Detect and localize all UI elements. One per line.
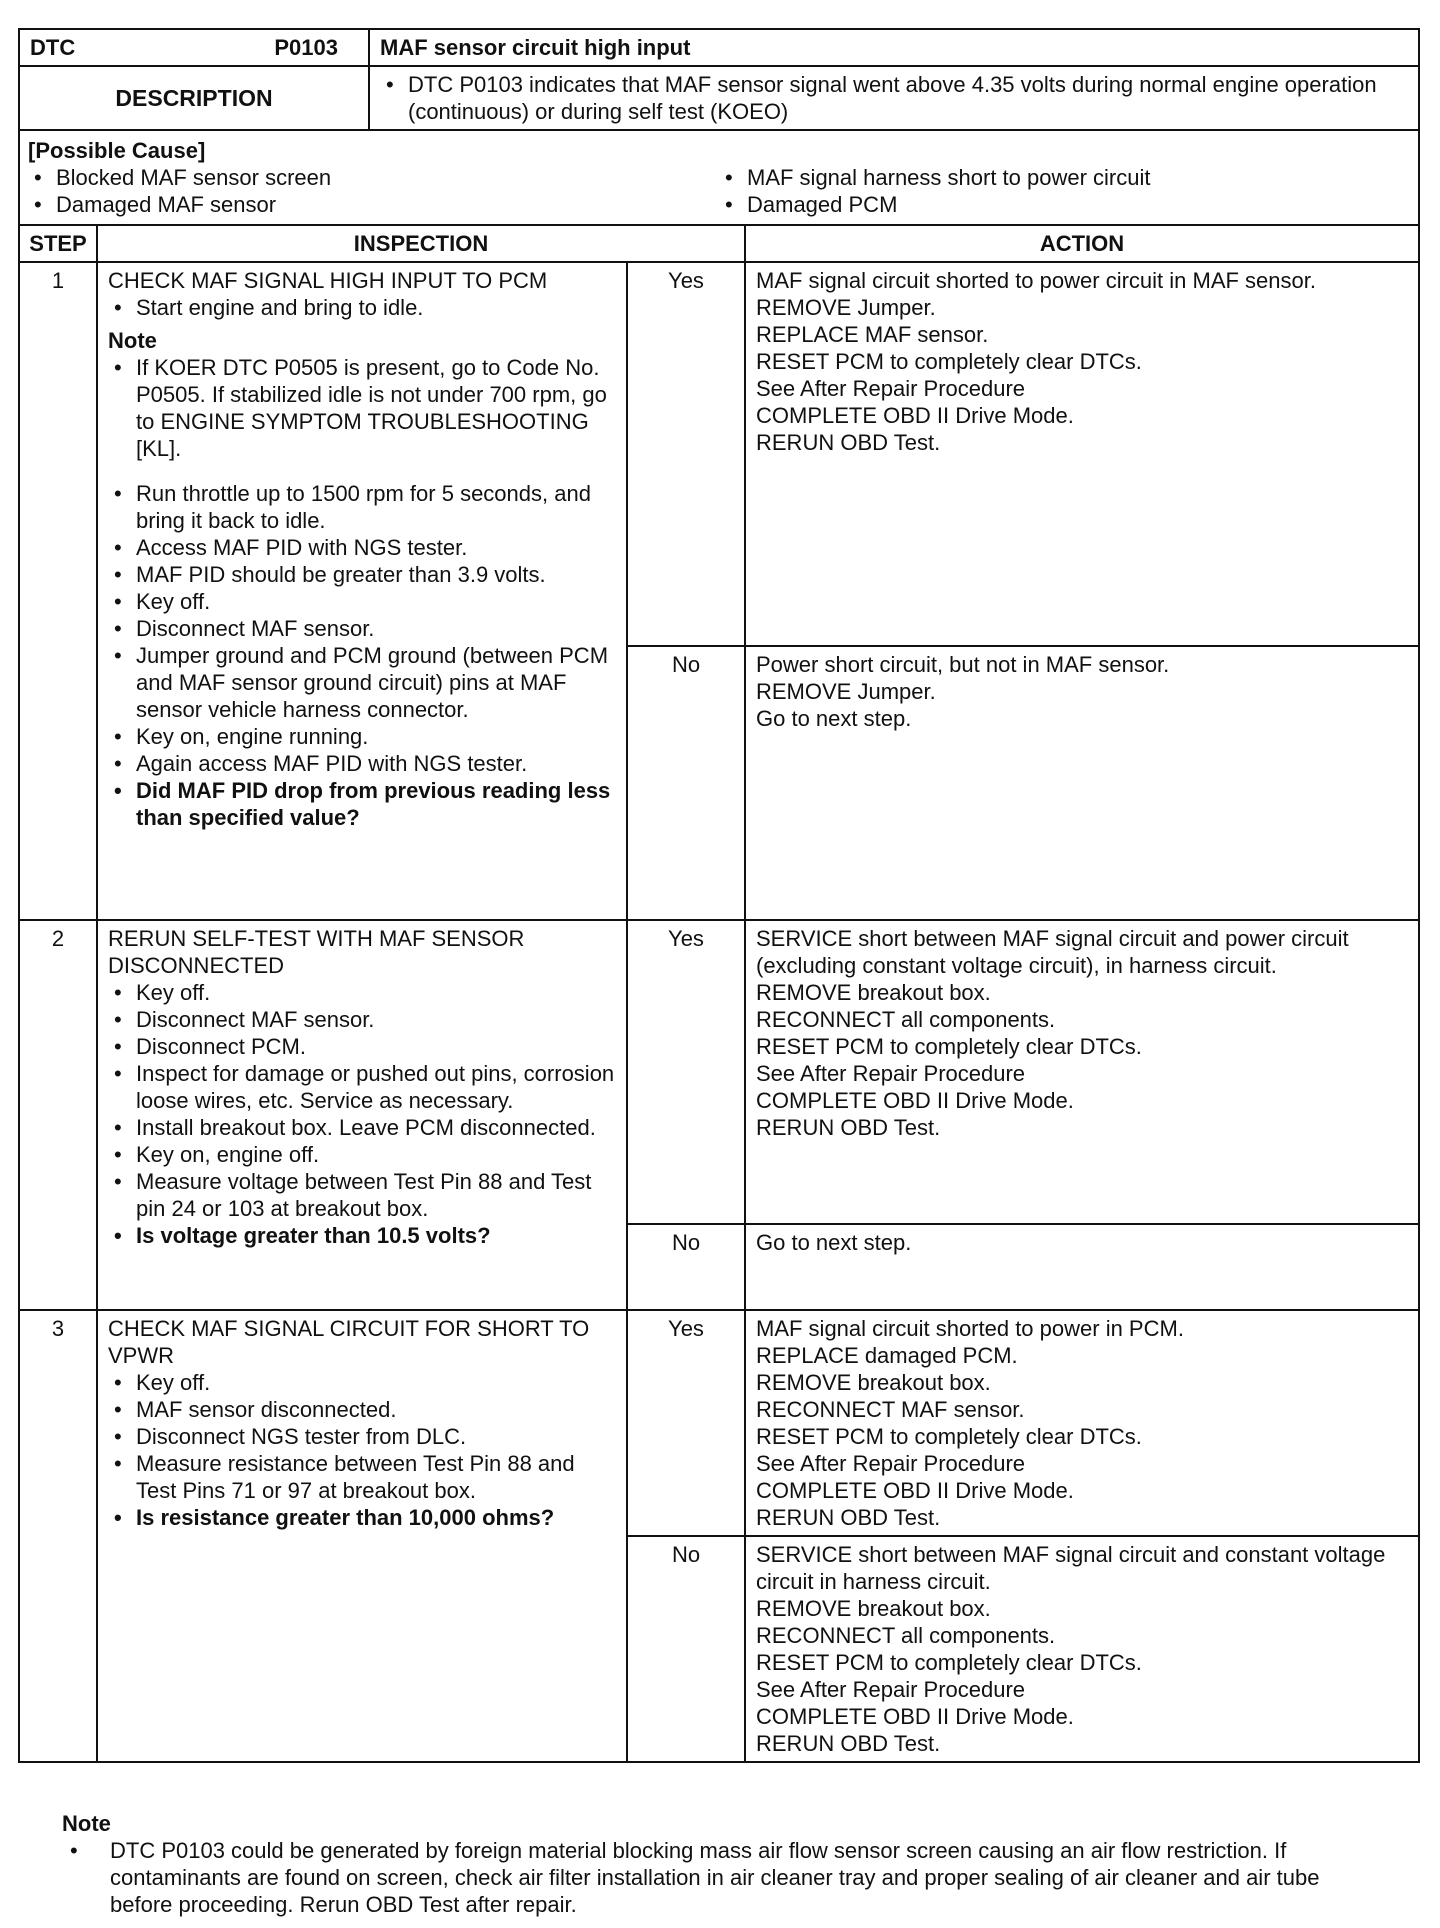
- action-line: MAF signal circuit shorted to power in PCM.: [756, 1316, 1184, 1341]
- inspection-item: • Measure voltage between Test Pin 88 and Test pin 24 or 103 at breakout box.: [108, 1168, 616, 1222]
- action-line: RERUN OBD Test.: [756, 1115, 941, 1140]
- action-line: See After Repair Procedure: [756, 1061, 1026, 1086]
- inspection-item: • Disconnect MAF sensor.: [108, 615, 616, 642]
- step-number: 1: [19, 262, 97, 920]
- yes-label: Yes: [627, 920, 745, 1224]
- action-line: Power short circuit, but not in MAF sensor.: [756, 652, 1170, 677]
- action-line: See After Repair Procedure: [756, 376, 1026, 401]
- inspection-item: • Measure resistance between Test Pin 88 and Test Pins 71 or 97 at breakout box.: [108, 1450, 616, 1504]
- action-line: RECONNECT all components.: [756, 1623, 1056, 1648]
- inspection-item: • Install breakout box. Leave PCM disconnected.: [108, 1114, 616, 1141]
- cause-item: • Damaged MAF sensor: [28, 191, 719, 218]
- action-line: REPLACE MAF sensor.: [756, 322, 989, 347]
- step-title: RERUN SELF-TEST WITH MAF SENSOR DISCONNECTED: [108, 926, 525, 978]
- step-number: 2: [19, 920, 97, 1310]
- action-line: SERVICE short between MAF signal circuit and constant voltage circuit in harness circuit.: [756, 1542, 1386, 1594]
- step-title: CHECK MAF SIGNAL CIRCUIT FOR SHORT TO VPWR: [108, 1316, 590, 1368]
- possible-cause-title: [Possible Cause]: [28, 138, 206, 163]
- inspection-item: • Start engine and bring to idle.: [108, 294, 616, 321]
- dtc-document: [18, 28, 1420, 1763]
- no-action: [745, 1536, 1419, 1762]
- step-inspection: [97, 1310, 627, 1762]
- action-line: COMPLETE OBD II Drive Mode.: [756, 1478, 1074, 1503]
- inspection-item: • Key on, engine running.: [108, 723, 616, 750]
- inspection-item: • Key off.: [108, 979, 616, 1006]
- step-title: CHECK MAF SIGNAL HIGH INPUT TO PCM: [108, 268, 548, 293]
- action-line: RECONNECT all components.: [756, 1007, 1056, 1032]
- inspection-question: • Is voltage greater than 10.5 volts?: [108, 1222, 616, 1249]
- action-line: See After Repair Procedure: [756, 1451, 1026, 1476]
- inspection-item: • Run throttle up to 1500 rpm for 5 seconds, and bring it back to idle.: [108, 480, 616, 534]
- inspection-question: • Is resistance greater than 10,000 ohms?: [108, 1504, 616, 1531]
- action-line: COMPLETE OBD II Drive Mode.: [756, 1088, 1074, 1113]
- action-line: See After Repair Procedure: [756, 1677, 1026, 1702]
- inspection-table: [18, 129, 1420, 1763]
- action-line: REMOVE breakout box.: [756, 1370, 991, 1395]
- inspection-item: • Key off.: [108, 588, 616, 615]
- action-line: REMOVE breakout box.: [756, 1596, 991, 1621]
- description-label: DESCRIPTION: [19, 66, 369, 130]
- action-line: Go to next step.: [756, 706, 912, 731]
- inspection-item: • Disconnect NGS tester from DLC.: [108, 1423, 616, 1450]
- yes-label: Yes: [627, 262, 745, 646]
- no-action: [745, 1224, 1419, 1310]
- footer-note-text: • DTC P0103 could be generated by foreign material blocking mass air flow sensor screen causing an air flow restriction. If contaminants are found on screen, check air filter installation in air cleaner tray and proper sealing of air cleaner and air tube before proceeding. Rerun OBD Test after repair.: [62, 1837, 1382, 1918]
- yes-action: [745, 920, 1419, 1224]
- inspection-question: • Did MAF PID drop from previous reading less than specified value?: [108, 777, 616, 831]
- action-line: REPLACE damaged PCM.: [756, 1343, 1018, 1368]
- dtc-title: MAF sensor circuit high input: [369, 29, 1419, 66]
- dtc-code: P0103: [274, 35, 338, 60]
- inspection-item: • Again access MAF PID with NGS tester.: [108, 750, 616, 777]
- note-item: • If KOER DTC P0505 is present, go to Code No. P0505. If stabilized idle is not under 700 rpm, go to ENGINE SYMPTOM TROUBLESHOOTING [KL].: [108, 354, 616, 462]
- action-line: RESET PCM to completely clear DTCs.: [756, 349, 1142, 374]
- action-line: RECONNECT MAF sensor.: [756, 1397, 1025, 1422]
- footer-note: [62, 1810, 1382, 1918]
- inspection-item: • Inspect for damage or pushed out pins, corrosion loose wires, etc. Service as necessary.: [108, 1060, 616, 1114]
- inspection-item: • MAF PID should be greater than 3.9 volts.: [108, 561, 616, 588]
- action-line: RESET PCM to completely clear DTCs.: [756, 1034, 1142, 1059]
- inspection-column-header: INSPECTION: [97, 225, 745, 262]
- dtc-label: DTC: [30, 35, 76, 60]
- action-line: RERUN OBD Test.: [756, 1731, 941, 1756]
- yes-label: Yes: [627, 1310, 745, 1536]
- yes-action: [745, 1310, 1419, 1536]
- action-line: RESET PCM to completely clear DTCs.: [756, 1650, 1142, 1675]
- inspection-item: • MAF sensor disconnected.: [108, 1396, 616, 1423]
- inspection-item: • Access MAF PID with NGS tester.: [108, 534, 616, 561]
- cause-item: • MAF signal harness short to power circuit: [719, 164, 1410, 191]
- inspection-item: • Jumper ground and PCM ground (between PCM and MAF sensor ground circuit) pins at MAF sensor vehicle harness connector.: [108, 642, 616, 723]
- inspection-item: • Disconnect PCM.: [108, 1033, 616, 1060]
- footer-note-title: Note: [62, 1811, 111, 1836]
- cause-item: • Damaged PCM: [719, 191, 1410, 218]
- action-line: MAF signal circuit shorted to power circuit in MAF sensor.: [756, 268, 1316, 293]
- action-line: RERUN OBD Test.: [756, 1505, 941, 1530]
- action-line: Go to next step.: [756, 1230, 912, 1255]
- possible-cause-cell: [19, 130, 1419, 225]
- no-label: No: [627, 646, 745, 920]
- no-label: No: [627, 1536, 745, 1762]
- inspection-item: • Key off.: [108, 1369, 616, 1396]
- action-line: COMPLETE OBD II Drive Mode.: [756, 1704, 1074, 1729]
- action-line: RERUN OBD Test.: [756, 430, 941, 455]
- no-action: [745, 646, 1419, 920]
- step-inspection: [97, 262, 627, 920]
- step-column-header: STEP: [19, 225, 97, 262]
- description-text: • DTC P0103 indicates that MAF sensor signal went above 4.35 volts during normal engine operation (continuous) or during self test (KOEO): [380, 71, 1408, 125]
- description-cell: [369, 66, 1419, 130]
- action-line: COMPLETE OBD II Drive Mode.: [756, 403, 1074, 428]
- action-line: REMOVE breakout box.: [756, 980, 991, 1005]
- action-line: RESET PCM to completely clear DTCs.: [756, 1424, 1142, 1449]
- action-column-header: ACTION: [745, 225, 1419, 262]
- yes-action: [745, 262, 1419, 646]
- step-number: 3: [19, 1310, 97, 1762]
- inspection-item: • Key on, engine off.: [108, 1141, 616, 1168]
- no-label: No: [627, 1224, 745, 1310]
- action-line: SERVICE short between MAF signal circuit and power circuit (excluding constant voltage circuit), in harness circuit.: [756, 926, 1349, 978]
- dtc-header-table: [18, 28, 1420, 131]
- cause-item: • Blocked MAF sensor screen: [28, 164, 719, 191]
- inspection-item: • Disconnect MAF sensor.: [108, 1006, 616, 1033]
- action-line: REMOVE Jumper.: [756, 295, 936, 320]
- action-line: REMOVE Jumper.: [756, 679, 936, 704]
- step-inspection: [97, 920, 627, 1310]
- dtc-code-cell: [19, 29, 369, 66]
- note-title: Note: [108, 328, 157, 353]
